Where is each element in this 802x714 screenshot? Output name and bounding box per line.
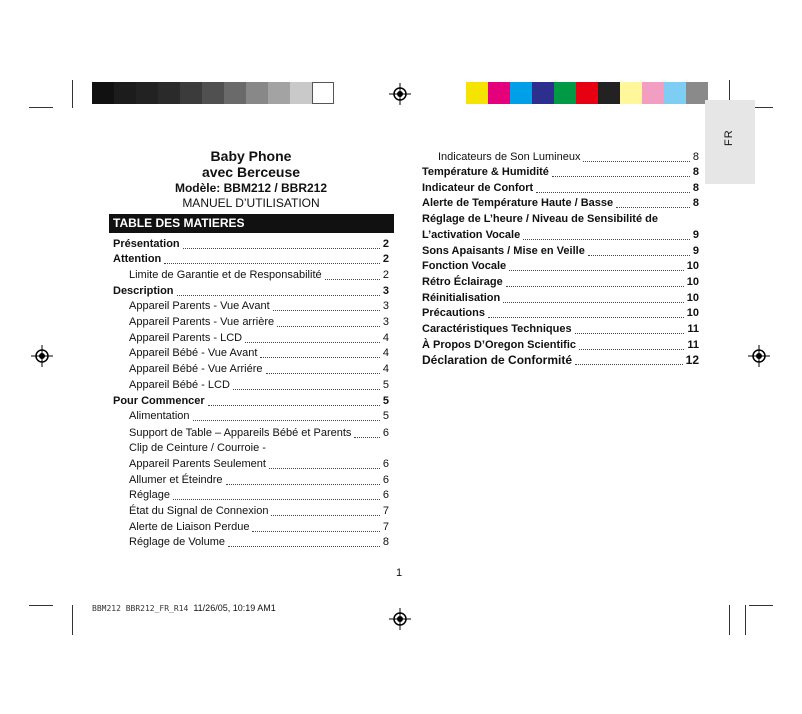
crop-mark bbox=[749, 605, 773, 606]
toc-entry: Pour Commencer 5 bbox=[113, 395, 389, 407]
color-swatch bbox=[202, 82, 224, 104]
toc-entry: Température & Humidité 8 bbox=[422, 166, 699, 178]
toc-entry: Appareil Parents Seulement 6 bbox=[129, 458, 389, 470]
toc-entry: Réglage de L’heure / Niveau de Sensibilité de bbox=[422, 213, 658, 225]
page-number: 1 bbox=[396, 567, 403, 579]
toc-entry: Indicateur de Confort 8 bbox=[422, 182, 699, 194]
color-swatch bbox=[554, 82, 576, 104]
toc-entry: Alerte de Liaison Perdue 7 bbox=[129, 521, 389, 533]
crop-mark bbox=[29, 107, 53, 108]
color-swatch-bar bbox=[466, 82, 708, 104]
color-swatch bbox=[642, 82, 664, 104]
crop-mark bbox=[72, 605, 73, 635]
color-swatch bbox=[620, 82, 642, 104]
color-swatch bbox=[532, 82, 554, 104]
toc-entry: Alerte de Température Haute / Basse 8 bbox=[422, 197, 699, 209]
crop-mark bbox=[729, 605, 730, 635]
product-title: Baby Phone bbox=[210, 148, 292, 164]
toc-entry: Appareil Parents - LCD 4 bbox=[129, 332, 389, 344]
toc-entry: Appareil Bébé - Vue Arriére 4 bbox=[129, 363, 389, 375]
color-swatch bbox=[510, 82, 532, 104]
toc-entry: Réinitialisation 10 bbox=[422, 292, 699, 304]
toc-entry: Rétro Éclairage 10 bbox=[422, 276, 699, 288]
color-swatch bbox=[224, 82, 246, 104]
toc-entry: Caractéristiques Techniques 11 bbox=[422, 323, 699, 335]
toc-entry: Appareil Parents - Vue arrière 3 bbox=[129, 316, 389, 328]
product-subtitle: avec Berceuse bbox=[201, 164, 301, 180]
registration-mark-icon bbox=[748, 345, 770, 367]
toc-entry: Présentation 2 bbox=[113, 238, 389, 250]
color-swatch bbox=[92, 82, 114, 104]
color-swatch bbox=[158, 82, 180, 104]
registration-mark-icon bbox=[31, 345, 53, 367]
crop-mark bbox=[745, 605, 746, 635]
toc-entry: Limite de Garantie et de Responsabilité 2 bbox=[129, 269, 389, 281]
color-swatch bbox=[312, 82, 334, 104]
color-swatch bbox=[598, 82, 620, 104]
toc-entry: Alimentation 5 bbox=[129, 410, 389, 422]
toc-entry: Appareil Bébé - Vue Avant 4 bbox=[129, 347, 389, 359]
toc-entry: Réglage de Volume 8 bbox=[129, 536, 389, 548]
model-line: Modèle: BBM212 / BBR212 bbox=[174, 181, 328, 195]
color-swatch bbox=[114, 82, 136, 104]
toc-entry: Description 3 bbox=[113, 285, 389, 297]
toc-entry: Appareil Bébé - LCD 5 bbox=[129, 379, 389, 391]
color-swatch bbox=[576, 82, 598, 104]
toc-entry: Attention 2 bbox=[113, 253, 389, 265]
print-footer bbox=[92, 603, 276, 613]
toc-entry: Support de Table – Appareils Bébé et Parents 6 bbox=[129, 427, 389, 439]
grayscale-swatch-bar bbox=[92, 82, 334, 104]
crop-mark bbox=[72, 80, 73, 108]
color-swatch bbox=[290, 82, 312, 104]
color-swatch bbox=[180, 82, 202, 104]
toc-entry: Indicateurs de Son Lumineux 8 bbox=[438, 151, 699, 163]
footer-date: 11/26/05, 10:19 AM1 bbox=[193, 603, 276, 613]
toc-entry: État du Signal de Connexion 7 bbox=[129, 505, 389, 517]
color-swatch bbox=[664, 82, 686, 104]
toc-entry: Clip de Ceinture / Courroie - bbox=[129, 442, 266, 454]
color-swatch bbox=[268, 82, 290, 104]
toc-entry: Allumer et Éteindre 6 bbox=[129, 474, 389, 486]
toc-entry: Appareil Parents - Vue Avant 3 bbox=[129, 300, 389, 312]
manual-line: MANUEL D’UTILISATION bbox=[182, 196, 320, 210]
toc-entry: L’activation Vocale 9 bbox=[422, 229, 699, 241]
registration-mark-icon bbox=[389, 608, 411, 630]
toc-entry: Précautions 10 bbox=[422, 307, 699, 319]
language-tab-label: FR bbox=[723, 129, 735, 146]
color-swatch bbox=[488, 82, 510, 104]
footer-file: BBM212 BBR212_FR_R14 bbox=[92, 604, 189, 613]
toc-entry: Fonction Vocale 10 bbox=[422, 260, 699, 272]
language-tab bbox=[705, 100, 755, 184]
toc-entry: Déclaration de Conformité 12 bbox=[422, 353, 699, 367]
registration-mark-icon bbox=[389, 83, 411, 105]
toc-heading: TABLE DES MATIERES bbox=[109, 214, 394, 233]
toc-entry: Réglage 6 bbox=[129, 489, 389, 501]
color-swatch bbox=[136, 82, 158, 104]
color-swatch bbox=[466, 82, 488, 104]
color-swatch bbox=[246, 82, 268, 104]
crop-mark bbox=[29, 605, 53, 606]
toc-entry: Sons Apaisants / Mise en Veille 9 bbox=[422, 245, 699, 257]
toc-entry: À Propos D’Oregon Scientific 11 bbox=[422, 339, 699, 351]
